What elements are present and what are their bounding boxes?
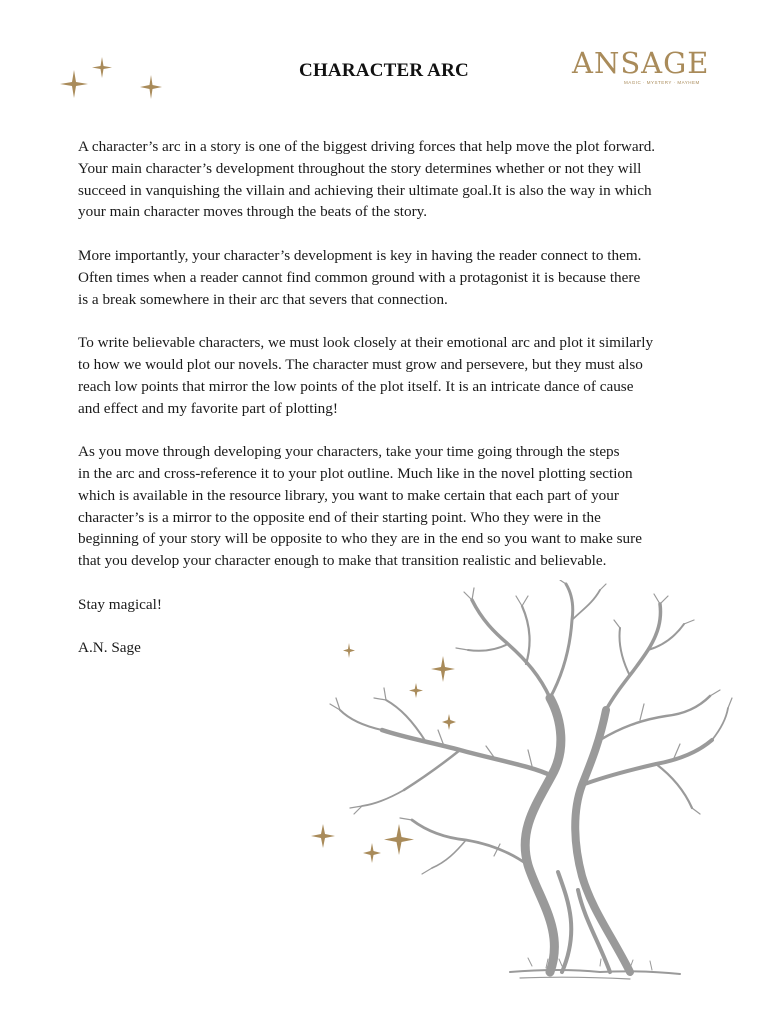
signoff-text: Stay magical!: [78, 595, 162, 613]
logo-wordmark: ANSAGE: [572, 46, 710, 80]
tree-illustration: [300, 580, 740, 1000]
logo-tagline: MAGIC · MYSTERY · MAYHEM: [624, 80, 700, 85]
paragraph-1: A character’s arc in a story is one of the biggest driving forces that help move the plot forward. Your main character’s development throughout the story determines whether or not they will succeed in vanquishing the villain and achieving their ultimate goal.It is also the way in which your main character moves through the beats of the story.: [78, 138, 656, 221]
paragraph-3: To write believable characters, we must look closely at their emotional arc and plot it similarly to how we would plot our novels. The character must grow and persevere, but they must also reach low points that mirror the low points of the plot itself. It is an intricate dance of cause and effect and my favorite part of plotting!: [78, 334, 654, 417]
page-title: CHARACTER ARC: [299, 60, 469, 81]
brand-logo: [572, 46, 717, 98]
paragraph-2: More importantly, your character’s development is key in having the reader connect to them. Often times when a reader cannot find common ground with a protagonist it is because there is a break somewhere in their arc that severs that connection.: [78, 246, 642, 308]
signature-text: A.N. Sage: [78, 639, 141, 657]
paragraph-4: As you move through developing your characters, take your time going through the steps in the arc and cross-reference it to your plot outline. Much like in the novel plotting section which is available in the resource library, you want to make certain that each part of your character’s is a mirror to the opposite end of their starting point. Who they were in the beginning of your story will be opposite to who they are in the end so you want to make sure that you develop your character enough to make that transition realistic and believable.: [78, 443, 642, 570]
